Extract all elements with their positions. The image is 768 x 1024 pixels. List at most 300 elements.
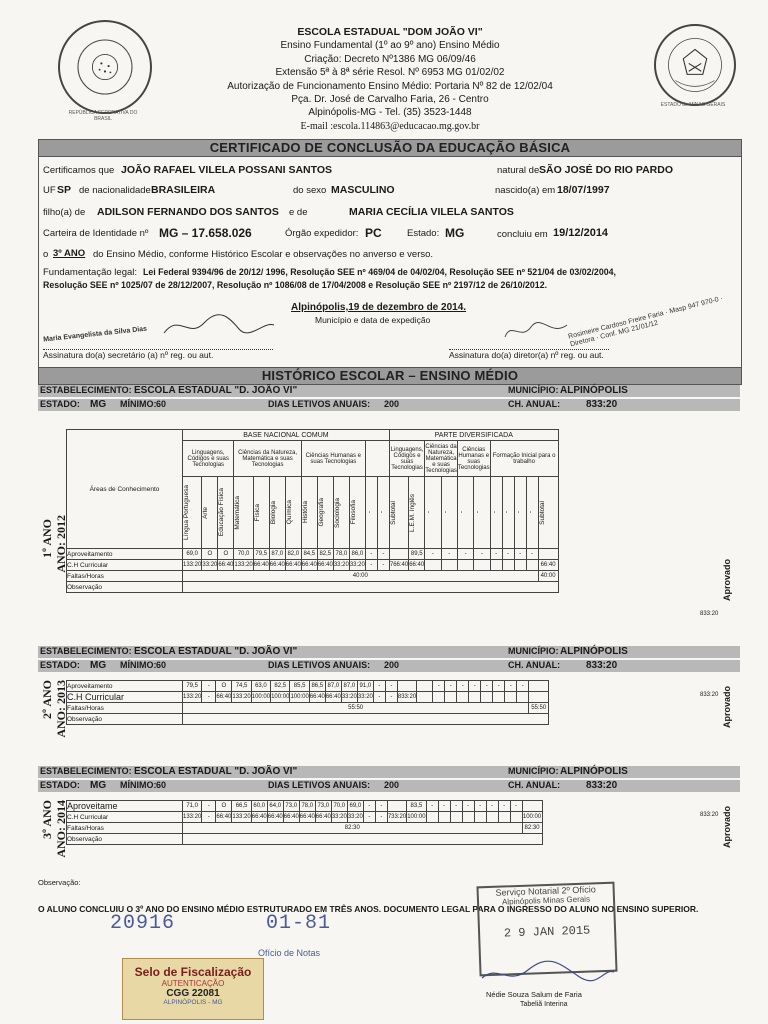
grade-cell: 78,0 (299, 801, 315, 812)
notary-signature (478, 958, 618, 988)
subject-header: - (514, 511, 522, 514)
minas-gerais-seal (654, 24, 736, 106)
grade-cell: - (377, 549, 389, 560)
hours-cell: 100:00 (407, 812, 426, 823)
ch-value: 833:20 (586, 660, 618, 671)
seal-city: ALPINÓPOLIS - MG (163, 999, 223, 1006)
hours-cell: 766:40 (389, 560, 408, 571)
min-value: 60 (156, 660, 167, 670)
hours-cell (493, 692, 505, 703)
row-label: C.H Curricular (67, 560, 183, 571)
hours-cell: 133:20 (183, 692, 202, 703)
dias-value: 200 (384, 399, 400, 409)
born-label: nascido(a) em (495, 185, 556, 196)
grade-cell: - (469, 681, 481, 692)
hours-cell: - (385, 692, 397, 703)
seal-notes: Ofício de Notas (258, 948, 321, 958)
grade-cell: - (462, 801, 474, 812)
hours-cell (425, 560, 441, 571)
hours-cell: 133:20 (183, 812, 202, 823)
grade-cell: 82,5 (271, 681, 290, 692)
seal-number-stamp (110, 912, 331, 935)
estado-label: ESTADO: (40, 660, 80, 670)
areas-label: Áreas de Conhecimento (67, 430, 183, 549)
subject-header: - (457, 511, 465, 514)
ch-label: CH. ANUAL: (508, 660, 561, 670)
hours-cell (517, 692, 529, 703)
parte-diversificada-header: PARTE DIVERSIFICADA (389, 430, 558, 441)
hours-cell: 66:40 (315, 812, 331, 823)
state-line (38, 399, 740, 411)
grade-cell: 70,0 (234, 549, 253, 560)
row-label: Observação (67, 834, 183, 845)
legal-line-2: Resolução SEE nº 1025/07 de 28/12/2007, Resolução nº 1086/08 de 17/04/2008 e Resolução SEE nº 2197/12 de 26/10/2012. (43, 280, 548, 290)
and-label: e de (289, 207, 308, 218)
id-value: MG – 17.658.026 (159, 226, 252, 240)
secretary-caption: Assinatura do(a) secretário (a) nº reg. ou aut. (43, 350, 214, 360)
place-date-caption: Município e data de expedição (315, 315, 431, 325)
grade-cell (538, 549, 558, 560)
hours-cell: 66:40 (309, 692, 325, 703)
grade-cell: - (385, 681, 397, 692)
grade-cell: - (375, 801, 387, 812)
uf-value: SP (57, 184, 72, 196)
grade-cell: 63,0 (251, 681, 270, 692)
grades-table (66, 800, 543, 845)
grade-cell: - (474, 801, 486, 812)
state-value: MG (445, 226, 465, 240)
subject-header: Química (285, 500, 293, 525)
row-label: Faltas/Horas (67, 823, 183, 834)
seal-number-start: 20916 (110, 912, 176, 935)
grade-cell: - (490, 549, 502, 560)
hours-cell: 66:40 (283, 812, 299, 823)
observation-label: Observação: (38, 878, 81, 887)
grade-cell: - (445, 681, 457, 692)
grade-cell: - (426, 801, 438, 812)
hours-cell (474, 560, 490, 571)
header-line: Pça. Dr. José de Carvalho Faria, 26 - Centro (291, 94, 489, 106)
hours-cell: 33:20 (357, 692, 373, 703)
hours-cell (457, 692, 469, 703)
grade-cell: 70,0 (331, 801, 347, 812)
issuer-label: Órgão expedidor: (285, 228, 359, 239)
hours-cell: - (202, 692, 216, 703)
notary-role: Tabeliã Interina (520, 1001, 568, 1008)
hours-cell (462, 812, 474, 823)
header-line: Autorização de Funcionamento Ensino Médio: Portaria Nº 82 de 12/02/04 (227, 80, 553, 92)
certificate-block (38, 156, 742, 369)
establishment-line (38, 646, 740, 658)
grade-cell: - (457, 549, 473, 560)
year-value: ANO: 2014 (54, 800, 68, 858)
est-label: ESTABELECIMENTO: (40, 766, 132, 776)
hours-cell (457, 560, 473, 571)
grade-cell: - (457, 681, 469, 692)
row-label: Aproveitame (67, 801, 183, 812)
grade-cell: - (526, 549, 538, 560)
grade-cell: 69,0 (183, 549, 202, 560)
seal-code: CGG 22081 (166, 988, 220, 999)
subject-header: - (425, 511, 433, 514)
grade-cell: - (514, 549, 526, 560)
absences-cell: 82:30 (183, 823, 523, 834)
state-label: Estado: (407, 228, 440, 239)
parents-label: filho(a) de (43, 207, 86, 218)
grade-cell: - (502, 549, 514, 560)
grade-cell: 71,0 (183, 801, 202, 812)
estado-label: ESTADO: (40, 399, 80, 409)
establishment-line (38, 766, 740, 778)
mother-name: MARIA CECÍLIA VILELA SANTOS (349, 206, 514, 218)
hours-cell: 100:00 (522, 812, 542, 823)
director-caption: Assinatura do(a) diretor(a) nº reg. ou aut. (449, 350, 604, 360)
hours-cell: 66:40 (317, 560, 333, 571)
year-number (54, 515, 69, 573)
estado-label: ESTADO: (40, 780, 80, 790)
hours-cell (502, 560, 514, 571)
hours-cell: 133:20 (232, 812, 251, 823)
hours-cell (433, 692, 445, 703)
subject-header: - (441, 511, 449, 514)
hours-cell: 66:40 (301, 560, 317, 571)
year-total-hours: 833:20 (700, 812, 719, 818)
fiscal-seal (122, 958, 264, 1020)
year-label (40, 519, 55, 558)
base-comum-header: BASE NACIONAL COMUM (183, 430, 390, 441)
left-seal-caption: REPÚBLICA FEDERATIVA DO BRASIL (68, 110, 138, 122)
mun-label: MUNICÍPIO: (508, 385, 559, 395)
dias-value: 200 (384, 780, 400, 790)
uf-label: UF (43, 185, 56, 196)
concluded-label: concluiu em (497, 229, 548, 240)
hours-cell: 66:40 (325, 692, 341, 703)
subject-header: L.E.M. Inglês (409, 493, 417, 532)
grade-cell: 89,5 (409, 549, 425, 560)
brazil-republic-seal (58, 20, 152, 114)
hours-cell: - (373, 692, 385, 703)
mun-value: ALPINÓPOLIS (560, 766, 628, 777)
hours-cell: - (363, 812, 375, 823)
header-line: Extensão 5ª à 8ª série Resol. Nº 6953 MG 01/02/02 (275, 67, 505, 79)
grade-cell: 69,0 (347, 801, 363, 812)
final-note: O ALUNO CONCLUIU O 3º ANO DO ENSINO MÉDIO ESTRUTURADO EM TRÊS ANOS. DOCUMENTO LEGAL PARA O INGRESSO DO ALUNO NO ENSINO SUPERIOR. (38, 904, 699, 914)
hours-cell: - (202, 812, 216, 823)
year-grade: 1º ANO (40, 519, 54, 558)
nationality-value: BRASILEIRA (151, 184, 216, 196)
subject-header: - (490, 511, 498, 514)
est-value: ESCOLA ESTADUAL "D. JOÃO VI" (134, 646, 298, 657)
grade-cell: - (425, 549, 441, 560)
hours-cell (438, 812, 450, 823)
header-line: Criação: Decreto Nº1386 MG 06/09/46 (304, 53, 476, 65)
grade-cell: 87,0 (269, 549, 285, 560)
hours-cell (526, 560, 538, 571)
group-header: Ciências da Natureza, Matemática e suas Tecnologias (425, 441, 458, 477)
hours-cell (469, 692, 481, 703)
absences-cell: 55:50 (183, 703, 529, 714)
grade-cell: - (441, 549, 457, 560)
subject-header: - (474, 511, 482, 514)
year-label (40, 800, 55, 839)
grade-cell: - (510, 801, 522, 812)
notary-place: Alpinópolis Minas Gerais (501, 894, 591, 907)
grade-cell: - (493, 681, 505, 692)
student-name: JOÃO RAFAEL VILELA POSSANI SANTOS (121, 164, 333, 176)
state-line (38, 660, 740, 672)
header-line: Ensino Fundamental (1º ao 9º ano) Ensino Médio (280, 40, 500, 52)
hours-cell (486, 812, 498, 823)
hours-cell: 66:40 (299, 812, 315, 823)
grade-cell: - (481, 681, 493, 692)
hours-cell (490, 560, 502, 571)
hours-cell: 33:20 (347, 812, 363, 823)
seal-number-end: 01-81 (266, 912, 332, 935)
est-value: ESCOLA ESTADUAL "D. JOÃO VI" (134, 385, 298, 396)
year-total-hours: 833:20 (700, 692, 719, 698)
legal-line-1: Lei Federal 9394/96 de 20/12/ 1996, Resolução SEE nº 469/04 de 04/02/04, Resolução SEE nº 521/04 de 03/02/2004, (143, 267, 616, 277)
seal-sub: AUTENTICAÇÃO (161, 979, 225, 988)
group-header: Ciências Humanas e suas Tecnologias (457, 441, 490, 477)
year-label (40, 680, 55, 719)
director-stamp: Rosimeire Cardoso Freire Faria · Masp 947 970-0 · Diretora · Conf. MG 21/01/12 (567, 295, 724, 349)
hours-cell (510, 812, 522, 823)
row-label: Observação (67, 582, 183, 593)
hours-cell: 66:40 (253, 560, 269, 571)
hours-cell: 33:20 (341, 692, 357, 703)
state-coat-of-arms-icon (656, 26, 734, 104)
row-label: C.H Curricular (67, 812, 183, 823)
grade-cell: 64,0 (267, 801, 283, 812)
year-number (54, 680, 69, 738)
grade-cell: - (202, 681, 216, 692)
republic-emblem-icon (60, 22, 150, 112)
grade-cell: 73,0 (315, 801, 331, 812)
hours-cell (505, 692, 517, 703)
hours-cell (417, 692, 433, 703)
min-label: MÍNIMO: (120, 780, 157, 790)
hours-cell: 66:40 (216, 812, 232, 823)
row-label: Aproveitamento (67, 681, 183, 692)
subject-header: Subtotal (538, 500, 546, 525)
history-banner: HISTÓRICO ESCOLAR – ENSINO MÉDIO (38, 367, 742, 385)
year-result: Aprovado (722, 686, 732, 729)
notary-title: Serviço Notarial 2º Ofício (495, 884, 596, 898)
grade-cell: 84,5 (301, 549, 317, 560)
grade-cell: 60,0 (251, 801, 267, 812)
hours-cell: 66:40 (251, 812, 267, 823)
year-value: ANO: 2012 (54, 515, 68, 573)
grade-cell (522, 801, 542, 812)
subject-header: História (301, 501, 309, 524)
hours-cell: 833:20 (397, 692, 416, 703)
hours-cell: 733:20 (387, 812, 406, 823)
grade-cell: O (216, 801, 232, 812)
hours-cell: 33:20 (331, 812, 347, 823)
grade-cell: - (438, 801, 450, 812)
right-seal-caption: ESTADO de MINAS GERAIS (660, 102, 726, 108)
grade-cell: 79,5 (183, 681, 202, 692)
est-value: ESCOLA ESTADUAL "D. JOÃO VI" (134, 766, 298, 777)
grade-cell: - (373, 681, 385, 692)
mun-label: MUNICÍPIO: (508, 646, 559, 656)
birthplace: SÃO JOSÉ DO RIO PARDO (539, 164, 673, 176)
id-label: Carteira de Identidade nº (43, 228, 149, 239)
natural-label: natural de (497, 165, 540, 176)
grade-cell: 82,0 (285, 549, 301, 560)
hours-cell: 133:20 (232, 692, 251, 703)
mun-value: ALPINÓPOLIS (560, 385, 628, 396)
grade-cell: O (218, 549, 234, 560)
hours-cell (441, 560, 457, 571)
subject-header: - (526, 511, 534, 514)
est-label: ESTABELECIMENTO: (40, 385, 132, 395)
course-text: do Ensino Médio, conforme Histórico Escolar e observações no anverso e verso. (93, 249, 434, 260)
hours-cell: 66:40 (218, 560, 234, 571)
hours-cell (450, 812, 462, 823)
row-label: Observação (67, 714, 183, 725)
ch-label: CH. ANUAL: (508, 780, 561, 790)
notary-date: 2 9 JAN 2015 (503, 923, 591, 941)
hours-cell: 33:20 (202, 560, 218, 571)
year-total-hours: 833:20 (700, 611, 719, 617)
grade-cell: - (474, 549, 490, 560)
secretary-stamp: Maria Evangelista da Silva Dias (42, 325, 148, 344)
grades-table (66, 680, 549, 725)
hours-cell: 133:20 (234, 560, 253, 571)
mun-label: MUNICÍPIO: (508, 766, 559, 776)
certify-label: Certificamos que (43, 165, 115, 176)
o-label: o (43, 249, 49, 260)
subject-header: Matemática (234, 495, 242, 530)
dias-label: DIAS LETIVOS ANUAIS: (268, 780, 371, 790)
grade-cell: - (517, 681, 529, 692)
place-date: Alpinópolis,19 de dezembro de 2014. (291, 302, 467, 313)
subject-header: - (502, 511, 510, 514)
hours-cell (529, 692, 549, 703)
min-value: 60 (156, 399, 167, 409)
school-name: ESCOLA ESTADUAL "DOM JOÃO VI" (297, 26, 483, 38)
hours-cell: 66:40 (269, 560, 285, 571)
absences-cell: 40:00 (183, 571, 539, 582)
subject-header: Subtotal (389, 500, 397, 525)
header-line: Alpinópolis-MG - Tel. (35) 3523-1448 (308, 107, 472, 119)
group-header: Linguagens, Códigos e suas Tecnologias (389, 441, 424, 477)
concluded-value: 19/12/2014 (553, 227, 609, 239)
grade-cell: - (450, 801, 462, 812)
grade-cell (417, 681, 433, 692)
subject-header: Educação Física (218, 488, 226, 537)
grade-cell: 87,0 (341, 681, 357, 692)
grade-cell: 82,5 (317, 549, 333, 560)
grade-cell: 83,5 (407, 801, 426, 812)
grade-cell: 73,0 (283, 801, 299, 812)
subject-header: Física (253, 503, 261, 522)
ch-value: 833:20 (586, 399, 618, 410)
mun-value: ALPINÓPOLIS (560, 646, 628, 657)
grade-cell: - (363, 801, 375, 812)
grade-cell: - (365, 549, 377, 560)
hours-cell: 66:40 (216, 692, 232, 703)
grade-cell: 79,5 (253, 549, 269, 560)
ch-label: CH. ANUAL: (508, 399, 561, 409)
hours-cell: - (377, 560, 389, 571)
state-line (38, 780, 740, 792)
year-result: Aprovado (722, 559, 732, 602)
hours-cell (426, 812, 438, 823)
grade-cell: 78,0 (333, 549, 349, 560)
subject-header: Geografia (317, 498, 325, 527)
grade-cell: - (498, 801, 510, 812)
hours-cell: - (365, 560, 377, 571)
hours-cell: - (375, 812, 387, 823)
school-header (200, 26, 580, 133)
grades-table (66, 429, 559, 593)
row-label: Faltas/Horas (67, 571, 183, 582)
header-email: E-mail :escola.114863@educacao.mg.gov.br (300, 120, 480, 132)
absences-total: 82:30 (522, 823, 542, 834)
hours-cell: 33:20 (349, 560, 365, 571)
min-label: MÍNIMO: (120, 399, 157, 409)
issuer-value: PC (365, 226, 382, 240)
hours-cell (481, 692, 493, 703)
subject-header: - (365, 511, 373, 514)
grade-cell: - (433, 681, 445, 692)
grade-cell (529, 681, 549, 692)
absences-total: 40:00 (538, 571, 558, 582)
estado-value: MG (90, 660, 107, 671)
hours-cell (445, 692, 457, 703)
est-label: ESTABELECIMENTO: (40, 646, 132, 656)
subject-header: Filosofia (349, 500, 357, 525)
certificate-banner: CERTIFICADO DE CONCLUSÃO DA EDUCAÇÃO BÁSICA (38, 139, 742, 157)
subject-header: Biologia (269, 500, 277, 525)
sex-label: do sexo (293, 185, 327, 196)
estado-value: MG (90, 399, 107, 410)
director-signature (501, 317, 571, 345)
grade-cell: O (202, 549, 218, 560)
grade-cell: 66,5 (232, 801, 251, 812)
year-done: 3º ANO (53, 248, 86, 259)
year-grade: 3º ANO (40, 800, 54, 839)
hours-cell (498, 812, 510, 823)
row-label: C.H Curricular (67, 692, 183, 703)
subject-header: - (377, 511, 385, 514)
dias-label: DIAS LETIVOS ANUAIS: (268, 399, 371, 409)
grade-cell: O (216, 681, 232, 692)
absences-total: 55:50 (529, 703, 549, 714)
grade-cell: 87,0 (325, 681, 341, 692)
min-label: MÍNIMO: (120, 660, 157, 670)
grade-cell: 91,0 (357, 681, 373, 692)
hours-cell: 133:20 (183, 560, 202, 571)
grade-cell: 74,5 (232, 681, 251, 692)
group-header: Formação Inicial para o trabalho (490, 441, 558, 477)
year-value: ANO: 2013 (54, 680, 68, 738)
year-grade: 2º ANO (40, 680, 54, 719)
subject-header: Língua Portuguesa (183, 485, 190, 540)
row-label: Aproveitamento (67, 549, 183, 560)
establishment-line (38, 385, 740, 397)
hours-cell (514, 560, 526, 571)
row-label: Faltas/Horas (67, 703, 183, 714)
hours-cell: 66:40 (538, 560, 558, 571)
secretary-signature (159, 311, 279, 341)
min-value: 60 (156, 780, 167, 790)
grade-cell (387, 801, 406, 812)
hours-cell: 100:00 (271, 692, 290, 703)
year-number (54, 800, 69, 858)
